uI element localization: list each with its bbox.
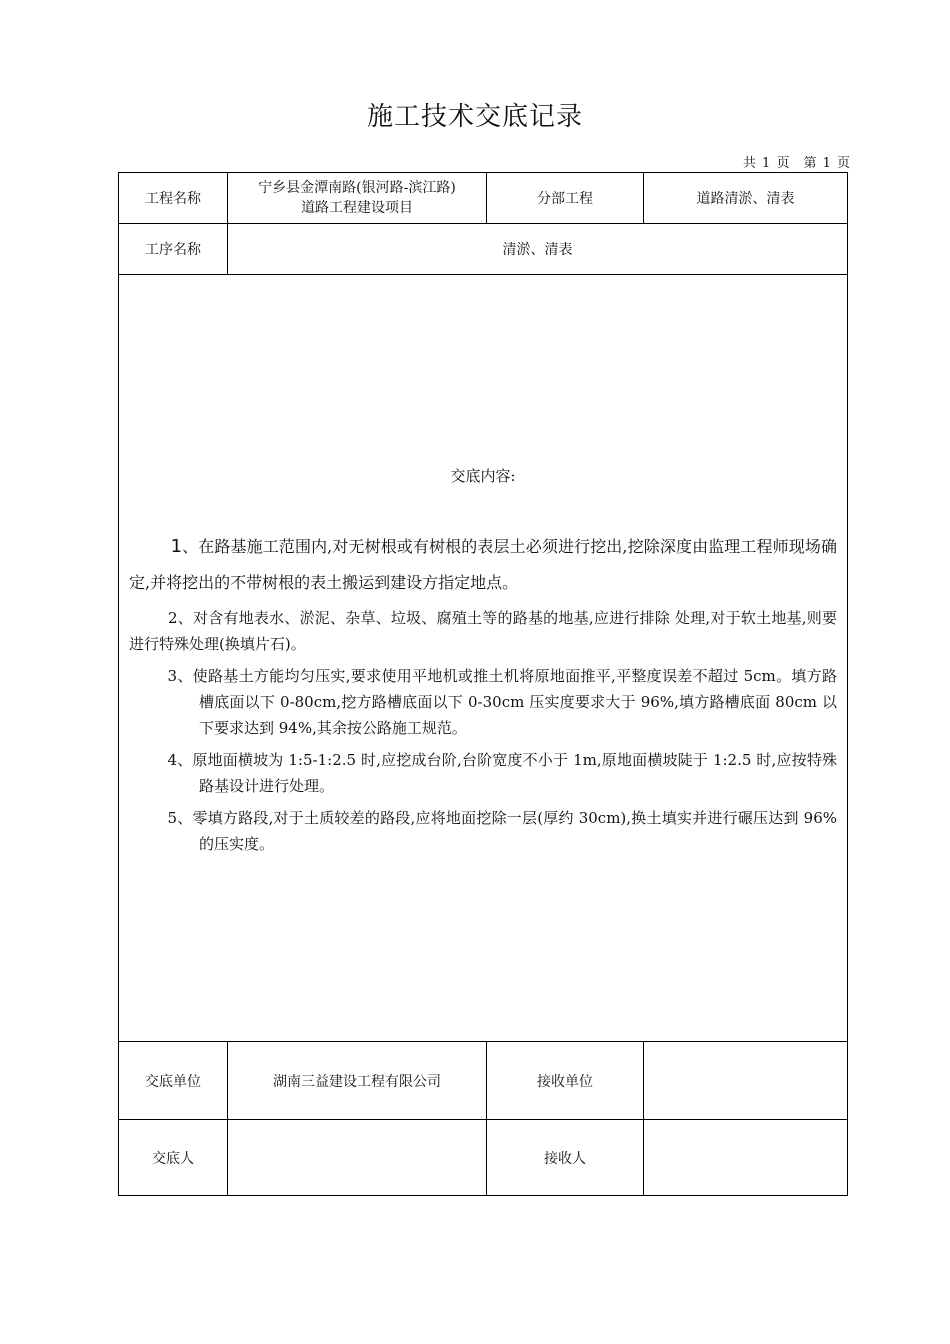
project-row — [119, 173, 848, 224]
issuer-value[interactable] — [228, 1120, 487, 1196]
process-name-label: 工序名称 — [119, 224, 228, 275]
process-row — [119, 224, 848, 275]
content-item-2: 2、对含有地表水、淤泥、杂草、垃圾、腐殖土等的路基的地基,应进行排除 处理,对于软土地基,则要进行特殊处理(换填片石)。 — [129, 609, 837, 653]
project-name-line1: 宁乡县金潭南路(银河路-滨江路) — [258, 180, 456, 196]
content-item-5: 5、零填方路段,对于土质较差的路段,应将地面挖除一层(厚约 30cm),换土填实并进行碾压达到 96%的压实度。 — [167, 809, 837, 853]
content-label: 交底内容: — [450, 467, 516, 485]
page-title: 施工技术交底记录 — [366, 102, 583, 132]
page-total: 共 1 页 — [742, 156, 790, 171]
project-name-value — [228, 173, 487, 224]
content-item-3: 3、使路基土方能均匀压实,要求使用平地机或推土机将原地面推平,平整度误差不超过 5cm。填方路槽底面以下 0-80cm,挖方路槽底面以下 0-30cm 压实度要求大于 96%,填方路槽底面 80cm 以下要求达到 94%,其余按公路施工规范。 — [167, 667, 837, 737]
content-item-1 — [129, 529, 837, 601]
content-cell — [119, 275, 848, 1042]
disclosure-form-table — [118, 172, 848, 1196]
content-item-1-text: 、在路基施工范围内,对无树根或有树根的表层土必须进行挖出,挖除深度由监理工程师现场确定,并将挖出的不带树根的表土搬运到建设方指定地点。 — [129, 537, 837, 592]
page-info — [729, 152, 850, 171]
disclosure-content — [119, 453, 847, 857]
receiver-unit-value[interactable] — [644, 1042, 848, 1120]
project-name-label: 工程名称 — [119, 173, 228, 224]
issuer-unit-label: 交底单位 — [119, 1042, 228, 1120]
unit-row — [119, 1042, 848, 1120]
content-item-4: 4、原地面横坡为 1:5-1:2.5 时,应挖成台阶,台阶宽度不小于 1m,原地面横坡陡于 1:2.5 时,应按特殊路基设计进行处理。 — [167, 751, 837, 795]
receiver-unit-label: 接收单位 — [487, 1042, 644, 1120]
issuer-unit-value: 湖南三益建设工程有限公司 — [228, 1042, 487, 1120]
content-item-1-number: 1 — [170, 536, 183, 557]
person-row — [119, 1120, 848, 1196]
project-name-line2: 道路工程建设项目 — [301, 200, 413, 216]
content-row — [119, 275, 848, 1042]
process-name-value: 清淤、清表 — [228, 224, 848, 275]
sub-project-value: 道路清淤、清表 — [644, 173, 848, 224]
page-current: 第 1 页 — [803, 156, 850, 171]
receiver-label: 接收人 — [487, 1120, 644, 1196]
issuer-label: 交底人 — [119, 1120, 228, 1196]
receiver-value[interactable] — [644, 1120, 848, 1196]
sub-project-label: 分部工程 — [487, 173, 644, 224]
